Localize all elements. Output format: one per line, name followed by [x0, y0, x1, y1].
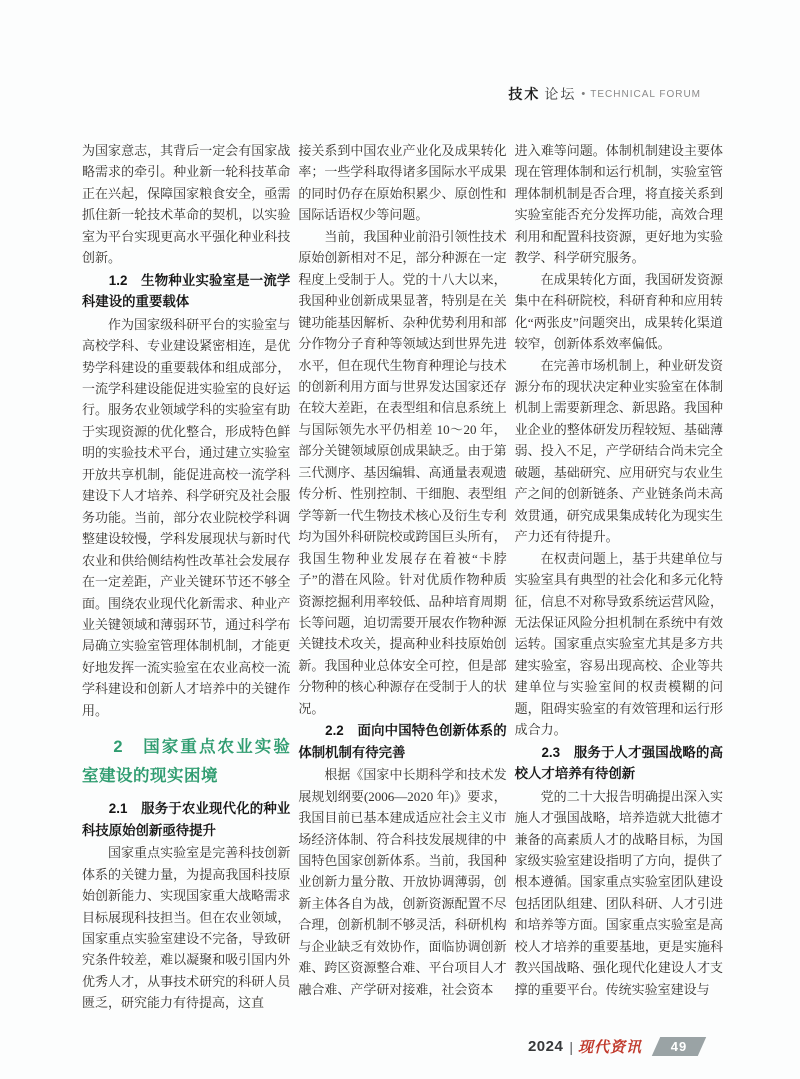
paragraph: 根据《国家中长期科学和技术发展规划纲要(2006—2020 年)》要求，我国目前已基本建成适应社会主义市场经济体制、符合科技发展规律的中国特色国家创新体系。当前，我国种业创新力量分散、开放协调薄弱，创新主体各自为战，创新资源配置不尽合理，创新机制不够灵活，科研机构与企业缺乏有效协作，面临协调创新难、跨区资源整合难、平台项目人才融合难、产学研对接难，社会资本: [298, 767, 507, 997]
subsection-heading-2-3: 2.3 服务于人才强国战略的高校人才培养有待创新: [514, 744, 723, 782]
page-number-badge: [652, 1037, 706, 1056]
paragraph: 进入难等问题。体制机制建设主要体现在管理体制和运行机制，实验室管理体制机制是否合理，将直接关系到实验室能否充分发挥功能，高效合理利用和配置科技资源，更好地为实验教学、科学研究服务。: [514, 143, 723, 266]
paragraph: 国家重点实验室是完善科技创新体系的关键力量，为提高我国科技原始创新能力、实现国家重大战略需求目标展现科技担当。但在农业领域，国家重点实验室建设不完备，导致研究条件较差，难以凝聚和吸引国内外优秀人才，从事技术研究的科研人员匮乏，研究能力有待提高，这直: [82, 845, 291, 1011]
paragraph: 为国家意志，其背后一定会有国家战略需求的牵引。种业新一轮科技革命正在兴起，保障国家粮食安全，亟需抓住新一轮技术革命的契机，以实验室为平台实现更高水平强化种业科技创新。: [82, 143, 291, 266]
paragraph: 在成果转化方面，我国研发资源集中在科研院校，科研育种和应用转化“两张皮”问题突出，成果转化渠道较窄，创新体系效率偏低。: [514, 271, 723, 352]
section-heading-2: 2 国家重点农业实验室建设的现实困境: [82, 738, 291, 786]
page-header: [508, 84, 701, 104]
column-1: [82, 140, 290, 1014]
subsection-heading-1-2: 1.2 生物种业实验室是一流学科建设的重要载体: [82, 272, 291, 310]
paragraph: 当前，我国种业前沿引领性技术原始创新相对不足，部分种源在一定程度上受制于人。党的十八大以来，我国种业创新成果显著，特别是在关键功能基因解析、杂种优势利用和部分作物分子育种等领域达到世界先进水平，但在现代生物育种理论与技术的创新利用方面与世界发达国家还存在较大差距，在表型组和信息系统上与国际领先水平仍相差 10～20 年，部分关键领域原创成果缺乏。由于第三代测序、基因编辑、高通量表观遗传分析、性别控制、干细胞、表型组学等新一代生物技术核心及衍生专利均为国外科研院校或跨国巨头所有，我国生物种业发展存在着被“卡脖子”的潜在风险。针对优质作物种质资源挖掘利用率较低、品种培育周期长等问题，迫切需要开展农作物种源关键技术攻关，提高种业科技原始创新。我国种业总体安全可控，但是部分物种的核心种源存在受制于人的状况。: [298, 228, 507, 716]
page-footer: [528, 1036, 702, 1057]
journal-name: 现代资讯: [577, 1040, 642, 1056]
subsection-heading-2-2: 2.2 面向中国特色创新体系的体制机制有待完善: [298, 723, 507, 760]
footer-year: 2024: [527, 1038, 564, 1055]
column-2: [298, 140, 506, 1014]
paragraph: 接关系到中国农业产业化及成果转化率；一些学科取得诸多国际水平成果的同时仍存在原始积累少、原创性和国际话语权少等问题。: [298, 143, 507, 223]
paragraph: 党的二十大报告明确提出深入实施人才强国战略，培养造就大批德才兼备的高素质人才的战略目标，为国家级实验室建设指明了方向，提供了根本遵循。国家重点实验室团队建设包括团队组建、团队科研、人才引进和培养等方面。国家重点实验室是高校人才培养的重要基地，更是实施科教兴国战略、强化现代化建设人才支撑的重要平台。传统实验室建设与: [514, 788, 723, 997]
section-title-cn-light: 论坛: [544, 86, 577, 102]
section-separator-dot: •: [581, 88, 586, 100]
section-title-cn-bold: 技术: [508, 86, 541, 102]
subsection-heading-2-1: 2.1 服务于农业现代化的种业科技原始创新亟待提升: [82, 801, 291, 838]
section-title-en: TECHNICAL FORUM: [590, 88, 701, 100]
column-3: [515, 140, 723, 1014]
page-number: 49: [670, 1039, 688, 1054]
article-body: [82, 140, 723, 1014]
paragraph: 作为国家级科研平台的实验室与高校学科、专业建设紧密相连，是优势学科建设的重要载体和组成部分，一流学科建设能促进实验室的良好运行。服务农业领域学科的实验室有助于实现资源的优化整合，形成特色鲜明的实验技术平台，通过建立实验室开放共享机制，能促进高校一流学科建设下人才培养、科学研究及社会服务功能。当前，部分农业院校学科调整建设较慢，学科发展现状与新时代农业和供给侧结构性改革社会发展存在一定差距，产业关键环节还不够全面。围绕农业现代化新需求、种业产业关键领域和薄弱环节，通过科学布局确立实验室管理体制机制，才能更好地发挥一流实验室在农业高校一流学科建设和创新人才培养中的关键作用。: [82, 316, 291, 718]
paragraph: 在完善市场机制上，种业研发资源分布的现状决定种业实验室在体制机制上需要新理念、新思路。我国种业企业的整体研发历程较短、基础薄弱、投入不足，产学研结合尚未完全破题，基础研究、应用研究与农业生产之间的创新链条、产业链条尚未高效贯通，研究成果集成转化为现实生产力还有待提升。: [514, 357, 723, 545]
paragraph: 在权责问题上，基于共建单位与实验室具有典型的社会化和多元化特征，信息不对称导致系统运营风险，无法保证风险分担机制在系统中有效运转。国家重点实验室尤其是多方共建实验室，容易出现高校、企业等共建单位与实验室间的权责模糊的问题，阻碍实验室的有效管理和运行形成合力。: [514, 550, 723, 738]
footer-divider: |: [569, 1038, 573, 1055]
